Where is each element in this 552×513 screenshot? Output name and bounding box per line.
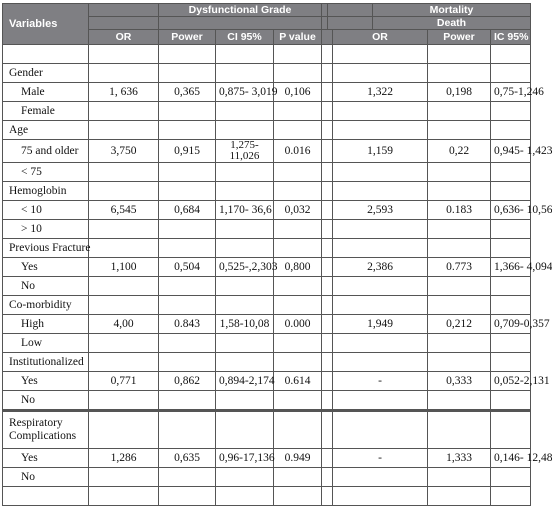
table-row (3, 182, 531, 201)
value-cell (428, 64, 491, 83)
value-cell: 0,146- 12,48 (491, 449, 531, 468)
spacer-cell (322, 140, 333, 163)
value-cell: 0,198 (428, 83, 491, 102)
value-cell: 0.016 (274, 140, 322, 163)
value-cell: 1,275- 11,026 (216, 140, 274, 163)
variable-category: Hemoglobin (3, 182, 89, 201)
variable-category: Previous Fracture (3, 239, 89, 258)
value-cell (491, 487, 531, 506)
value-cell (274, 296, 322, 315)
value-cell: - (333, 372, 428, 391)
spacer-cell (322, 163, 333, 182)
results-table-container (2, 3, 552, 510)
value-cell (333, 220, 428, 239)
variable-label: 75 and older (3, 140, 89, 163)
value-cell: 4,00 (89, 315, 159, 334)
table-row (3, 45, 531, 64)
value-cell (89, 277, 159, 296)
table-row (3, 334, 531, 353)
variable-label: Male (3, 83, 89, 102)
table-row (3, 258, 531, 277)
value-cell (428, 353, 491, 372)
value-cell: 0.183 (428, 201, 491, 220)
variable-label: No (3, 468, 89, 487)
value-cell (274, 45, 322, 64)
value-cell (216, 411, 274, 449)
spacer-cell (322, 411, 333, 449)
value-cell (274, 277, 322, 296)
value-cell (159, 163, 216, 182)
value-cell (216, 220, 274, 239)
spacer-cell (322, 83, 333, 102)
value-cell (159, 296, 216, 315)
value-cell: 1,58-10,08 (216, 315, 274, 334)
value-cell (274, 334, 322, 353)
col-header: OR (333, 30, 428, 45)
value-cell: 0,771 (89, 372, 159, 391)
value-cell (274, 163, 322, 182)
value-cell (216, 239, 274, 258)
value-cell (159, 220, 216, 239)
variable-label: < 75 (3, 163, 89, 182)
value-cell (159, 487, 216, 506)
value-cell (333, 353, 428, 372)
value-cell (216, 353, 274, 372)
value-cell (428, 163, 491, 182)
header-row-groups (3, 4, 531, 17)
table-row (3, 163, 531, 182)
variable-category: Gender (3, 64, 89, 83)
spacer-cell (322, 220, 333, 239)
header-spacer (89, 17, 159, 30)
table-row (3, 220, 531, 239)
value-cell (333, 277, 428, 296)
value-cell: 0,684 (159, 201, 216, 220)
table-row (3, 277, 531, 296)
value-cell (428, 296, 491, 315)
variable-label: Yes (3, 449, 89, 468)
spacer-cell (322, 45, 333, 64)
value-cell (428, 239, 491, 258)
value-cell (333, 45, 428, 64)
variable-label: Yes (3, 258, 89, 277)
value-cell: 1,159 (333, 140, 428, 163)
value-cell: 0,875- 3,019 (216, 83, 274, 102)
value-cell (89, 64, 159, 83)
col-header: IC 95% (491, 30, 531, 45)
value-cell (333, 102, 428, 121)
value-cell: 0,636- 10,56 (491, 201, 531, 220)
variable-label: No (3, 277, 89, 296)
value-cell (333, 391, 428, 411)
variable-label: > 10 (3, 220, 89, 239)
variable-label: Yes (3, 372, 89, 391)
value-cell (159, 411, 216, 449)
spacer-cell (322, 391, 333, 411)
spacer-cell (322, 64, 333, 83)
value-cell (89, 391, 159, 411)
value-cell (491, 391, 531, 411)
variable-label: High (3, 315, 89, 334)
value-cell (491, 353, 531, 372)
value-cell (89, 163, 159, 182)
value-cell (274, 182, 322, 201)
value-cell (159, 239, 216, 258)
table-row (3, 121, 531, 140)
spacer-cell (322, 296, 333, 315)
value-cell (491, 277, 531, 296)
variables-header: Variables (3, 4, 89, 45)
value-cell: 2,386 (333, 258, 428, 277)
table-row (3, 411, 531, 449)
value-cell: 0,709-0,357 (491, 315, 531, 334)
value-cell (216, 182, 274, 201)
value-cell (333, 411, 428, 449)
value-cell (89, 102, 159, 121)
value-cell: 0,96-17,136 (216, 449, 274, 468)
value-cell (274, 121, 322, 140)
value-cell (491, 468, 531, 487)
value-cell: 0,800 (274, 258, 322, 277)
value-cell (89, 45, 159, 64)
variable-category: Age (3, 121, 89, 140)
value-cell: 0,75-1,246 (491, 83, 531, 102)
table-row (3, 140, 531, 163)
spacer-cell (322, 258, 333, 277)
value-cell (274, 391, 322, 411)
value-cell (216, 163, 274, 182)
value-cell: 1,949 (333, 315, 428, 334)
value-cell: 0,032 (274, 201, 322, 220)
header-spacer (89, 4, 159, 17)
value-cell (216, 487, 274, 506)
table-row (3, 239, 531, 258)
value-cell (333, 468, 428, 487)
value-cell (159, 334, 216, 353)
spacer-cell (322, 277, 333, 296)
value-cell (216, 45, 274, 64)
value-cell (89, 220, 159, 239)
spacer-cell (322, 487, 333, 506)
value-cell: 0,22 (428, 140, 491, 163)
value-cell (428, 277, 491, 296)
value-cell (159, 391, 216, 411)
value-cell (491, 64, 531, 83)
variable-category: Institutionalized (3, 353, 89, 372)
value-cell (491, 220, 531, 239)
value-cell (159, 45, 216, 64)
value-cell (428, 102, 491, 121)
col-header: OR (89, 30, 159, 45)
value-cell (333, 64, 428, 83)
value-cell (333, 487, 428, 506)
value-cell (159, 182, 216, 201)
value-cell: 1,100 (89, 258, 159, 277)
value-cell (274, 353, 322, 372)
col-header: Power (428, 30, 491, 45)
value-cell: 0,052-2,131 (491, 372, 531, 391)
spacer-cell (322, 121, 333, 140)
value-cell (274, 102, 322, 121)
spacer-cell (322, 182, 333, 201)
value-cell: 0.000 (274, 315, 322, 334)
header-spacer (322, 30, 333, 45)
header-spacer (159, 17, 322, 30)
value-cell (333, 296, 428, 315)
value-cell (428, 182, 491, 201)
value-cell: 0.773 (428, 258, 491, 277)
value-cell (491, 102, 531, 121)
variable-label: < 10 (3, 201, 89, 220)
spacer-cell (322, 201, 333, 220)
value-cell (216, 64, 274, 83)
value-cell (274, 487, 322, 506)
value-cell (428, 391, 491, 411)
table-row (3, 353, 531, 372)
dysfunctional-grade-header: Dysfunctional Grade (159, 4, 322, 17)
value-cell (89, 411, 159, 449)
value-cell: 0,106 (274, 83, 322, 102)
value-cell (491, 296, 531, 315)
value-cell (89, 334, 159, 353)
variable-label: No (3, 391, 89, 411)
value-cell (216, 102, 274, 121)
value-cell (274, 64, 322, 83)
value-cell: 1,322 (333, 83, 428, 102)
spacer-cell (322, 468, 333, 487)
value-cell (428, 487, 491, 506)
table-row (3, 315, 531, 334)
value-cell (274, 220, 322, 239)
value-cell (491, 411, 531, 449)
col-header: P value (274, 30, 322, 45)
variable-label (3, 45, 89, 64)
value-cell (333, 182, 428, 201)
value-cell: 0.949 (274, 449, 322, 468)
value-cell (333, 163, 428, 182)
value-cell (428, 334, 491, 353)
value-cell (89, 487, 159, 506)
value-cell (89, 353, 159, 372)
value-cell (216, 296, 274, 315)
spacer-cell (322, 353, 333, 372)
value-cell (159, 468, 216, 487)
table-row (3, 391, 531, 411)
header-spacer (328, 4, 373, 17)
value-cell: 0,915 (159, 140, 216, 163)
spacer-cell (322, 372, 333, 391)
value-cell: - (333, 449, 428, 468)
table-row (3, 64, 531, 83)
spacer-cell (322, 239, 333, 258)
death-header: Death (373, 17, 531, 30)
value-cell (491, 182, 531, 201)
value-cell: 2,593 (333, 201, 428, 220)
value-cell (159, 121, 216, 140)
value-cell (159, 64, 216, 83)
variable-category: Respiratory Complications (3, 411, 89, 449)
value-cell (428, 45, 491, 64)
value-cell (159, 277, 216, 296)
variable-label: Female (3, 102, 89, 121)
value-cell (216, 334, 274, 353)
spacer-cell (322, 102, 333, 121)
value-cell (216, 391, 274, 411)
variable-label: Low (3, 334, 89, 353)
value-cell (274, 411, 322, 449)
table-row (3, 102, 531, 121)
value-cell (89, 239, 159, 258)
table-row (3, 372, 531, 391)
value-cell (333, 121, 428, 140)
value-cell: 0,862 (159, 372, 216, 391)
value-cell (491, 239, 531, 258)
table-row (3, 468, 531, 487)
value-cell (274, 239, 322, 258)
value-cell: 0,635 (159, 449, 216, 468)
value-cell (89, 296, 159, 315)
header-spacer (328, 17, 373, 30)
spacer-cell (322, 449, 333, 468)
spacer-cell (322, 315, 333, 334)
value-cell (333, 239, 428, 258)
value-cell: 0,504 (159, 258, 216, 277)
value-cell: 1, 636 (89, 83, 159, 102)
table-row (3, 449, 531, 468)
value-cell (216, 121, 274, 140)
value-cell: 0,333 (428, 372, 491, 391)
value-cell: 3,750 (89, 140, 159, 163)
value-cell: 0,894-2,174 (216, 372, 274, 391)
value-cell (216, 468, 274, 487)
table-row (3, 83, 531, 102)
value-cell (216, 277, 274, 296)
variable-category: Co-morbidity (3, 296, 89, 315)
value-cell (428, 121, 491, 140)
value-cell (491, 121, 531, 140)
col-header: Power (159, 30, 216, 45)
value-cell: 0.614 (274, 372, 322, 391)
value-cell (428, 220, 491, 239)
value-cell: 1,286 (89, 449, 159, 468)
value-cell: 0.843 (159, 315, 216, 334)
mortality-header: Mortality (373, 4, 531, 17)
value-cell (159, 353, 216, 372)
value-cell: 0,212 (428, 315, 491, 334)
value-cell: 1,333 (428, 449, 491, 468)
results-table (2, 3, 552, 506)
value-cell: 0,525-,2,303 (216, 258, 274, 277)
value-cell: 1,366- 4,094 (491, 258, 531, 277)
value-cell (274, 468, 322, 487)
value-cell (333, 334, 428, 353)
variable-label (3, 487, 89, 506)
value-cell (491, 163, 531, 182)
value-cell (491, 45, 531, 64)
value-cell (159, 102, 216, 121)
value-cell: 1,170- 36,6 (216, 201, 274, 220)
value-cell (428, 468, 491, 487)
value-cell (428, 411, 491, 449)
value-cell (89, 182, 159, 201)
col-header: CI 95% (216, 30, 274, 45)
value-cell: 6,545 (89, 201, 159, 220)
value-cell (89, 468, 159, 487)
value-cell: 0,365 (159, 83, 216, 102)
table-row (3, 487, 531, 506)
value-cell: 0,945- 1,423 (491, 140, 531, 163)
spacer-cell (322, 334, 333, 353)
table-row (3, 296, 531, 315)
table-row (3, 201, 531, 220)
value-cell (491, 334, 531, 353)
value-cell (89, 121, 159, 140)
